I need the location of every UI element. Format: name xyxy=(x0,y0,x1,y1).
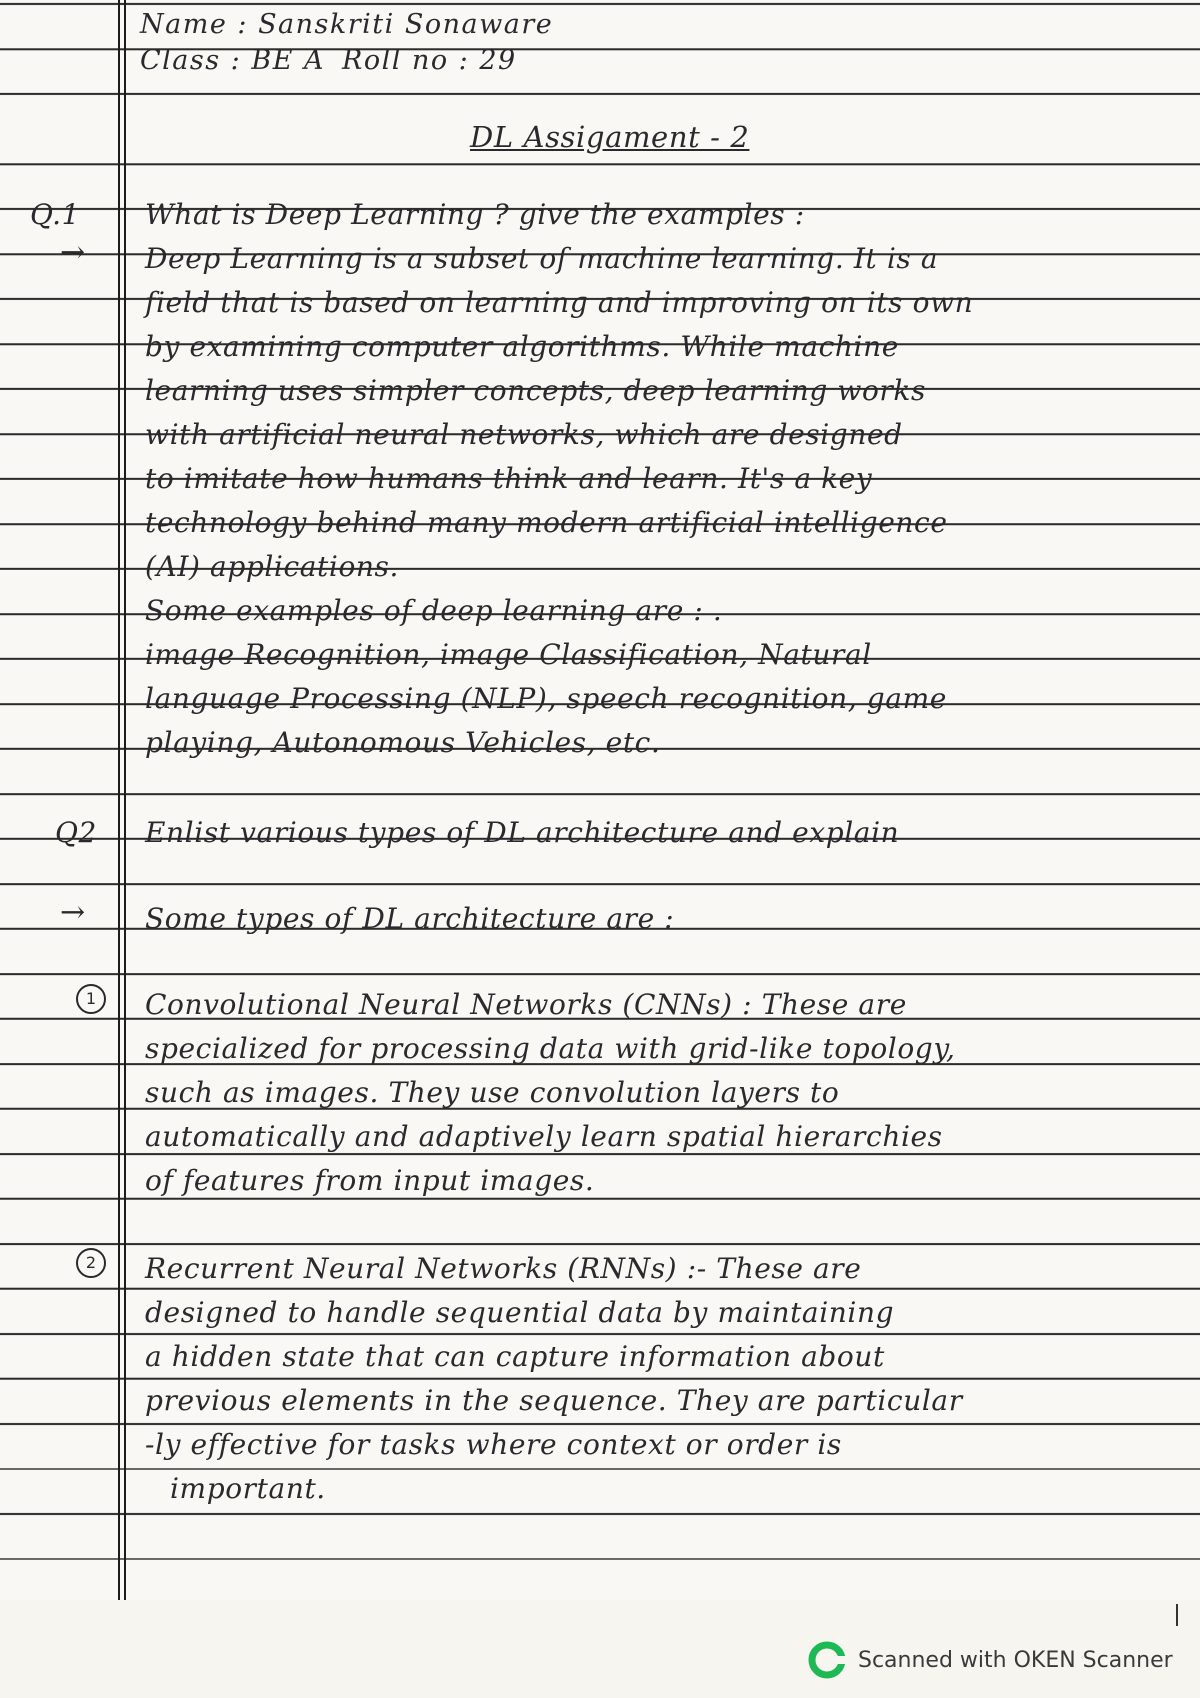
rnn-description-line: Recurrent Neural Networks (RNNs) :- These are xyxy=(145,1252,862,1285)
item-number-badge: 1 xyxy=(76,984,106,1014)
student-roll-number: Roll no : 29 xyxy=(342,45,517,76)
q1-answer-line: with artificial neural networks, which are designed xyxy=(145,418,903,451)
cnn-description-line: such as images. They use convolution layers to xyxy=(145,1076,840,1109)
q1-answer-line: to imitate how humans think and learn. It's a key xyxy=(145,462,873,495)
q1-answer-line: playing, Autonomous Vehicles, etc. xyxy=(145,726,661,759)
cnn-description-line: automatically and adaptively learn spatial hierarchies xyxy=(145,1120,943,1153)
q2-answer-arrow: → xyxy=(60,895,86,930)
q1-answer-line: Some examples of deep learning are : . xyxy=(145,594,723,627)
q1-question: What is Deep Learning ? give the examples : xyxy=(145,198,805,231)
page-edge-mark xyxy=(1176,1604,1178,1626)
q1-answer-line: by examining computer algorithms. While machine xyxy=(145,330,899,363)
rnn-description-line: -ly effective for tasks where context or order is xyxy=(145,1428,842,1461)
rnn-description-line: designed to handle sequential data by maintaining xyxy=(145,1296,895,1329)
item-number-badge: 2 xyxy=(76,1248,106,1278)
cnn-description-line: of features from input images. xyxy=(145,1164,595,1197)
q1-answer-arrow: → xyxy=(60,235,86,270)
q1-label: Q.1 xyxy=(30,198,81,231)
student-class: Class : BE A xyxy=(140,45,325,76)
q1-answer-line: image Recognition, image Classification, Natural xyxy=(145,638,872,671)
assignment-title: DL Assigament - 2 xyxy=(470,120,750,154)
scanner-watermark xyxy=(808,1640,1173,1680)
margin-line-left xyxy=(118,0,120,1600)
q1-answer-line: (AI) applications. xyxy=(145,550,400,583)
q1-answer-line: Deep Learning is a subset of machine learning. It is a xyxy=(145,242,939,275)
oken-scanner-logo-icon xyxy=(808,1641,846,1679)
rnn-description-line: a hidden state that can capture information about xyxy=(145,1340,885,1373)
margin-line-right xyxy=(124,0,126,1600)
q1-answer-line: language Processing (NLP), speech recognition, game xyxy=(145,682,947,715)
q1-answer-line: technology behind many modern artificial intelligence xyxy=(145,506,948,539)
q2-answer-intro: Some types of DL architecture are : xyxy=(145,902,675,935)
scanner-watermark-text: Scanned with OKEN Scanner xyxy=(858,1647,1173,1673)
q2-label: Q2 xyxy=(55,816,97,849)
cnn-description-line: specialized for processing data with grid-like topology, xyxy=(145,1032,956,1065)
q1-answer-line: field that is based on learning and improving on its own xyxy=(145,286,974,319)
rnn-description-line: previous elements in the sequence. They are particular xyxy=(145,1384,963,1417)
q2-question: Enlist various types of DL architecture and explain xyxy=(145,816,900,849)
cnn-description-line: Convolutional Neural Networks (CNNs) : These are xyxy=(145,988,907,1021)
q1-answer-line: learning uses simpler concepts, deep learning works xyxy=(145,374,926,407)
student-name: Name : Sanskriti Sonaware xyxy=(140,9,554,40)
rnn-description-line: important. xyxy=(170,1472,326,1505)
